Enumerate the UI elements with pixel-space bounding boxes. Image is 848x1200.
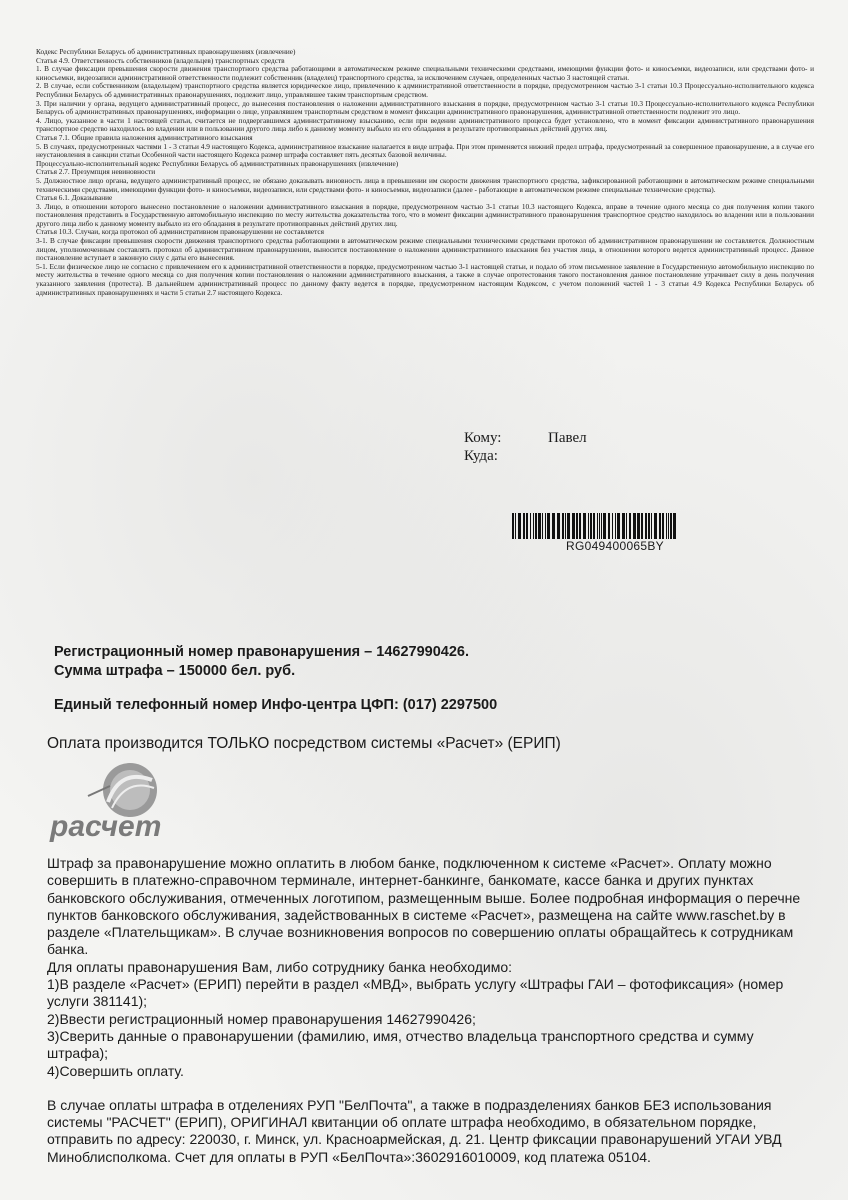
barcode-bar [588, 513, 589, 539]
barcode-bar [518, 513, 521, 539]
barcode-bar [535, 513, 537, 539]
legal-article: Статья 2.7. Презумпция невиновности [36, 167, 156, 177]
logo-text: расчет [50, 810, 162, 843]
legal-excerpt [36, 48, 814, 297]
barcode [512, 513, 677, 539]
legal-title: Кодекс Республики Беларусь об административных правонарушениях (извлечение) [36, 47, 296, 56]
to-value: Павел [548, 430, 587, 446]
legal-paragraph: 5. В случаях, предусмотренных частями 1 - 3 статьи 4.9 настоящего Кодекса, административное взыскание налагается в виде штрафа. При этом применяется нижний предел штрафа, предусмотренный за совершенное правонарушение, а в случае его неустановления в санкции статьи Особенной части настоящего Кодекса размер штрафа составляет пять десятых базовой величины. [36, 141, 814, 160]
barcode-bar [542, 513, 543, 539]
barcode-bar [515, 513, 516, 539]
violation-block [54, 643, 469, 681]
barcode-bar [572, 513, 575, 539]
barcode-bar [651, 513, 652, 539]
instruction-step: 3)Сверить данные о правонарушении (фамилию, имя, отчество владельца транспортного средства и сумму штрафа); [47, 1027, 754, 1062]
payment-method-note: Оплата производится ТОЛЬКО посредством системы «Расчет» (ЕРИП) [47, 735, 561, 752]
barcode-bar [538, 513, 541, 539]
barcode-bar [567, 513, 570, 539]
barcode-bar [662, 513, 664, 539]
instruction-step: 2)Ввести регистрационный номер правонарушения 14627990426; [47, 1010, 476, 1027]
barcode-bar [593, 513, 595, 539]
barcode-bar [668, 513, 669, 539]
info-center-phone: Единый телефонный номер Инфо-центра ЦФП: (017) 2297500 [54, 697, 498, 713]
barcode-bar [673, 513, 676, 539]
barcode-bar [533, 513, 534, 539]
barcode-bar [617, 513, 620, 539]
barcode-bar [641, 513, 643, 539]
barcode-bar [645, 513, 647, 539]
raschet-logo [48, 760, 178, 844]
recipient-row [464, 430, 587, 448]
barcode-bar [648, 513, 650, 539]
barcode-bar [666, 513, 667, 539]
barcode-bar [547, 513, 550, 539]
barcode-bar [523, 513, 525, 539]
barcode-bar [597, 513, 598, 539]
instruction-step: 4)Совершить оплату. [47, 1062, 184, 1079]
postal-payment-note: В случае оплаты штрафа в отделениях РУП "БелПочта", а также в подразделениях банков БЕЗ использования системы "РАСЧЕТ" (ЕРИП), ОРИГИНАЛ квитанции об оплате штрафа необходимо, в обязательном порядке, отправить по адресу: 220030, г. Минск, ул. Красноармейская, д. 21. Центр фиксации правонарушений УГАИ УВД Миноблисполкома. Счет для оплаты в РУП «БелПочта»:3602916010009, код платежа 05104. [47, 1096, 782, 1165]
legal-article: Статья 6.1. Доказывание [36, 193, 113, 203]
barcode-bar [512, 513, 514, 539]
barcode-bar [608, 513, 610, 539]
legal-paragraph: 3. Лицо, в отношении которого вынесено постановление о наложении административного взыскания в порядке, предусмотренном частью 3-1 статьи 10.3 настоящего Кодекса, вправе в течение одного месяца со дня получения копии такого постановления представить в Государственную автомобильную инспекцию по месту жительства доказательства того, что в момент фиксации административного правонарушения транспортное средство находилось во владении или в пользовании другого лица либо к данному моменту выбыло из его обладания в результате противоправных действий других лиц. [36, 201, 814, 228]
barcode-bar [612, 513, 613, 539]
barcode-bar [545, 513, 546, 539]
barcode-bar [526, 513, 528, 539]
barcode-bar [633, 513, 636, 539]
barcode-bar [562, 513, 564, 539]
legal-paragraph: 5-1. Если физическое лицо не согласно с привлечением его к административной ответственности в порядке, предусмотренном частью 3-1 настоящей статьи, и подало об этом письменное заявление в Государственную автомобильную инспекцию по месту жительства в течение одного месяца со дня получения копии постановления о наложении административного взыскания, а также в случае опротестования такого постановления данное постановление утрачивает силу в день получения указанного заявления (протеста). В дальнейшем административный процесс по данному факту ведется в порядке, предусмотренном настоящим Кодексом, с учетом положений частей 1 - 3 статьи 4.9 Кодекса Республики Беларусь об административных правонарушениях и части 5 статьи 2.7 настоящего Кодекса. [36, 261, 814, 297]
barcode-bar [659, 513, 661, 539]
barcode-bar [557, 513, 560, 539]
legal-article: Процессуально-исполнительный кодекс Республики Беларусь об административных правонарушениях (извлечение) [36, 158, 399, 168]
logo-emblem-icon [88, 763, 157, 817]
info-paragraph: Для оплаты правонарушения Вам, либо сотруднику банка необходимо: [47, 958, 513, 975]
barcode-bar [637, 513, 640, 539]
barcode-bar [629, 513, 631, 539]
barcode-bar [601, 513, 602, 539]
barcode-bar [590, 513, 592, 539]
fine-amount: Сумма штрафа – 150000 бел. руб. [54, 663, 296, 679]
spacer [47, 1080, 807, 1097]
barcode-bar [603, 513, 606, 539]
legal-paragraph: 3-1. В случае фиксации превышения скорости движения транспортного средства работающими в автоматическом режиме специальными техническими средствами протокол об административном правонарушении не составляется. Должностным лицом, уполномоченным составлять протокол об административном правонарушении, выносится постановление о наложении административного взыскания без участия лица, в отношении которого ведется административный процесс. Данное постановление вступает в законную силу с даты его вынесения. [36, 236, 814, 263]
barcode-bar [576, 513, 578, 539]
barcode-bar [626, 513, 627, 539]
barcode-bar [599, 513, 600, 539]
legal-article: Статья 4.9. Ответственность собственников (владельцев) транспортных средств [36, 55, 285, 65]
barcode-bar [552, 513, 555, 539]
tracking-number: RG049400065BY [566, 539, 664, 553]
legal-paragraph: 2. В случае, если собственником (владельцем) транспортного средства является юридическое лицо, привлечению к административной ответственности в порядке, предусмотренном частью 3-1 статьи 10.3 Процессуально-исполнительного кодекса Республики Беларусь об административных правонарушениях, подлежит лицо, управлявшее таким транспортным средством. [36, 81, 814, 99]
barcode-bar [579, 513, 581, 539]
instruction-step: 1)В разделе «Расчет» (ЕРИП) перейти в раздел «МВД», выбрать услугу «Штрафы ГАИ – фотофиксация» (номер услуги 381141); [47, 976, 784, 1010]
to-label: Кому: [464, 430, 502, 446]
registration-number: Регистрационный номер правонарушения – 14627990426. [54, 644, 469, 660]
barcode-bar [654, 513, 657, 539]
barcode-bar [670, 513, 672, 539]
legal-paragraph: 1. В случае фиксации превышения скорости движения транспортного средства работающими в автоматическом режиме специальными техническими средствами, имеющими функции фото- и киносъемки, видеозаписи, или средствами фото- и киносъемки, видеозаписи административной ответственности подлежит собственник (владелец) транспортного средства, за исключением случаев, определенных частью 3 настоящей статьи. [36, 64, 814, 82]
barcode-bar [530, 513, 531, 539]
payment-instructions [47, 855, 807, 1166]
recipient-block [464, 430, 587, 466]
legal-paragraph: 3. При наличии у органа, ведущего административный процесс, до вынесения постановления о наложении административного взыскания в порядке, предусмотренном частью 3-1 статьи 10.3 Процессуально-исполнительного кодекса Республики Беларусь об административных правонарушениях, информации о лице, управлявшем транспортным средством в момент фиксации административного правонарушения, административной ответственности подлежит это лицо. [36, 98, 814, 117]
address-row [464, 448, 587, 466]
barcode-bar [615, 513, 616, 539]
info-paragraph: Штраф за правонарушение можно оплатить в любом банке, подключенном к системе «Расчет». Оплату можно совершить в платежно-справочном терминале, интернет-банкинге, банкомате, кассе банка и других пунктах банковского обслуживания, отмеченных логотипом, размещенным выше. Более подробная информация о перечне пунктов банковского обслуживания, задействованных в системе «Расчет», размещена на сайте www.raschet.by в разделе «Плательщикам». В случае возникновения вопросов по совершению оплаты обращайтесь к сотрудникам банка. [47, 855, 801, 958]
legal-paragraph: 4. Лицо, указанное в части 1 настоящей статьи, считается не подвергавшимся административному взысканию, если при ведении административного процесса будет установлено, что в момент фиксации административного правонарушения транспортное средство находилось во владении или в пользовании другого лица либо к данному моменту выбыло из его обладания в результате противоправных действий других лиц. [36, 115, 814, 134]
legal-article: Статья 7.1. Общие правила наложения административного взыскания [36, 132, 253, 142]
barcode-bar [583, 513, 586, 539]
legal-article: Статья 10.3. Случаи, когда протокол об административном правонарушении не составляется [36, 227, 325, 237]
legal-paragraph: 5. Должностное лицо органа, ведущего административный процесс, не обязано доказывать виновность лица в превышении им скорости движения транспортного средства, зафиксированной работающими в автоматическом режиме специальными техническими средствами, имеющими функции фото- и киносъемки, видеозаписи, или средствами фото- и киносъемки, видеозаписи (далее - работающие в автоматическом режиме специальные технические средства). [36, 175, 814, 194]
barcode-bar [622, 513, 625, 539]
where-label: Куда: [464, 448, 498, 464]
barcode-bar [565, 513, 566, 539]
